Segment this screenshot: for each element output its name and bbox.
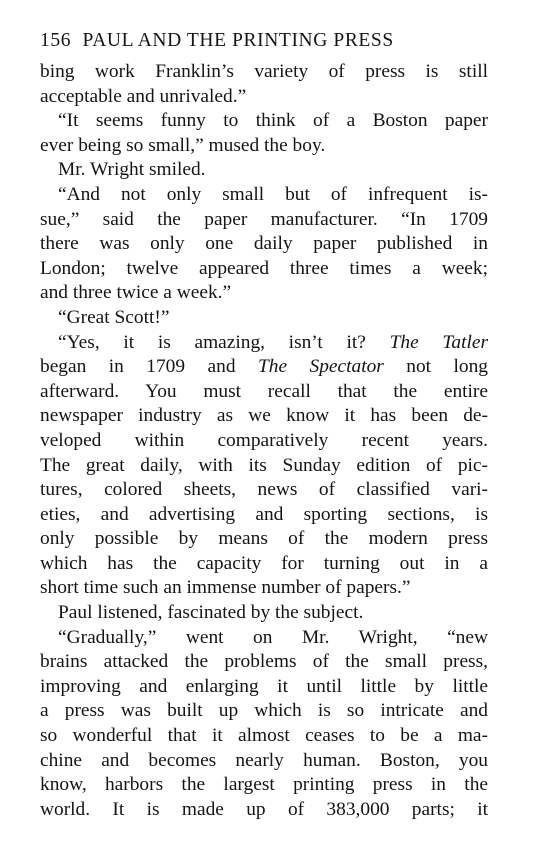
text-line <box>40 355 488 380</box>
text-line: brains attacked the problems of the small press, <box>40 651 488 673</box>
text-line: a press was built up which is so intricate and <box>40 700 488 722</box>
text-line: ever being so small,” mused the boy. <box>40 134 326 156</box>
text-line: “It seems funny to think of a Boston paper <box>58 110 488 132</box>
running-title: PAUL AND THE PRINTING PRESS <box>82 30 394 51</box>
text-line: so wonderful that it almost ceases to be a ma- <box>40 725 488 747</box>
text-line: only possible by means of the modern press <box>40 528 488 550</box>
text-segment: began in 1709 and <box>40 356 236 378</box>
text-line: eties, and advertising and sporting sections, is <box>40 503 488 525</box>
page-number: 156 <box>40 30 72 51</box>
body-text <box>40 60 488 822</box>
text-line: afterward. You must recall that the entire <box>40 380 488 402</box>
text-line: London; twelve appeared three times a week; <box>40 257 488 279</box>
text-line: chine and becomes nearly human. Boston, you <box>40 749 488 771</box>
text-line: know, harbors the largest printing press in the <box>40 774 488 796</box>
text-line: improving and enlarging it until little by little <box>40 675 488 697</box>
text-line: world. It is made up of 383,000 parts; it <box>40 798 488 820</box>
text-line: “Great Scott!” <box>58 306 170 328</box>
text-line: short time such an immense number of papers.” <box>40 577 411 599</box>
text-line: veloped within comparatively recent years. <box>40 429 488 451</box>
text-line: tures, colored sheets, news of classified vari- <box>40 479 488 501</box>
text-line: bing work Franklin’s variety of press is still <box>40 61 488 82</box>
text-line: and three twice a week.” <box>40 282 232 304</box>
text-line: “Gradually,” went on Mr. Wright, “new <box>58 626 488 648</box>
text-line: sue,” said the paper manufacturer. “In 1709 <box>40 208 488 230</box>
text-line: Paul listened, fascinated by the subject. <box>58 602 364 624</box>
text-line: which has the capacity for turning out in a <box>40 552 488 574</box>
text-line <box>40 331 488 356</box>
text-line: acceptable and unrivaled.” <box>40 85 247 107</box>
title-tatler: The Tatler <box>389 331 488 353</box>
text-line: there was only one daily paper published in <box>40 233 488 255</box>
text-line: “And not only small but of infrequent is- <box>58 183 488 205</box>
book-page <box>40 26 488 822</box>
text-segment: not long <box>406 356 488 378</box>
text-line: The great daily, with its Sunday edition of pic- <box>40 454 488 476</box>
text-line: newspaper industry as we know it has been de- <box>40 405 488 427</box>
running-header <box>40 26 488 56</box>
text-segment: “Yes, it is amazing, isn’t it? <box>58 331 366 353</box>
text-line: Mr. Wright smiled. <box>58 159 206 181</box>
title-spectator: The Spectator <box>257 356 384 378</box>
